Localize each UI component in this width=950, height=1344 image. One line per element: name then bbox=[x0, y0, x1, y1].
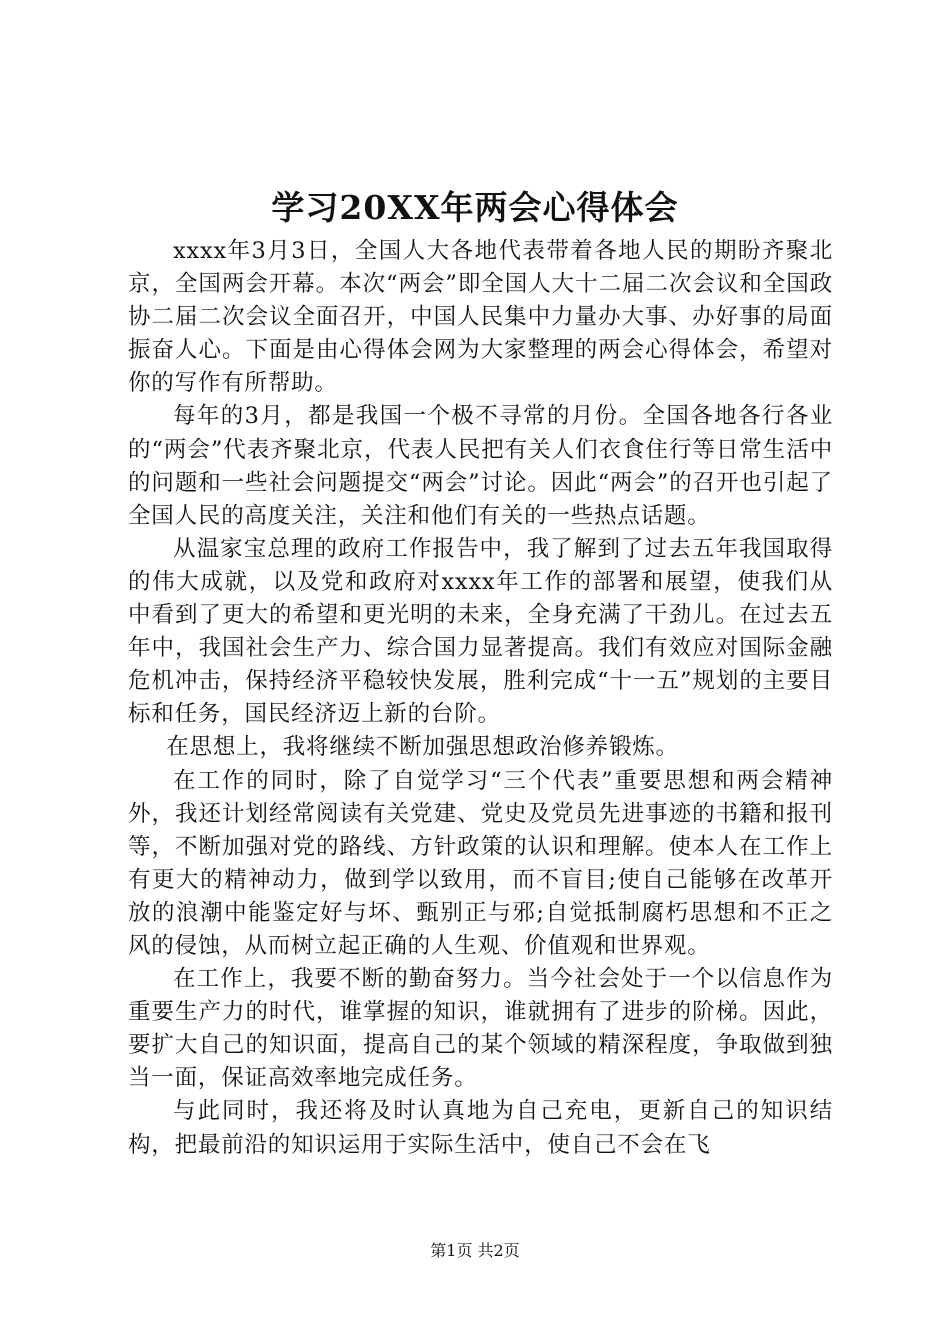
paragraph-7: 与此同时，我还将及时认真地为自己充电，更新自己的知识结构，把最前沿的知识运用于实际生活中，使自己不会在飞 bbox=[128, 1098, 833, 1158]
paragraph-2: 每年的3月，都是我国一个极不寻常的月份。全国各地各行各业的“两会”代表齐聚北京，代表人民把有关人们衣食住行等日常生活中的问题和一些社会问题提交“两会”讨论。因此“两会”的召开也引起了全国人民的高度关注，关注和他们有关的一些热点话题。 bbox=[128, 403, 833, 529]
paragraph-3: 从温家宝总理的政府工作报告中，我了解到了过去五年我国取得的伟大成就，以及党和政府对xxxx年工作的部署和展望，使我们从中看到了更大的希望和更光明的未来，全身充满了干劲儿。在过去五年中，我国社会生产力、综合国力显著提高。我们有效应对国际金融危机冲击，保持经济平稳较快发展，胜利完成“十一五”规划的主要目标和任务，国民经济迈上新的台阶。 bbox=[128, 535, 833, 728]
document-body bbox=[128, 235, 833, 1162]
page-footer: 第1页 共2页 bbox=[430, 1241, 520, 1260]
paragraph-1: xxxx年3月3日，全国人大各地代表带着各地人民的期盼齐聚北京，全国两会开幕。本次“两会”即全国人大十二届二次会议和全国政协二届二次会议全面召开，中国人民集中力量办大事、办好事的局面振奋人心。下面是由心得体会网为大家整理的两会心得体会，希望对你的写作有所帮助。 bbox=[128, 238, 833, 397]
paragraph-5: 在工作的同时，除了自觉学习“三个代表”重要思想和两会精神外，我还计划经常阅读有关党建、党史及党员先进事迹的书籍和报刊等，不断加强对党的路线、方针政策的认识和理解。使本人在工作上有更大的精神动力，做到学以致用，而不盲目;使自己能够在改革开放的浪潮中能鉴定好与坏、甄别正与邪;自觉抵制腐朽思想和不正之风的侵蚀，从而树立起正确的人生观、价值观和世界观。 bbox=[128, 767, 833, 959]
paragraph-6: 在工作上，我要不断的勤奋努力。当今社会处于一个以信息作为重要生产力的时代，谁掌握的知识，谁就拥有了进步的阶梯。因此，要扩大自己的知识面，提高自己的某个领域的精深程度，争取做到独当一面，保证高效率地完成任务。 bbox=[128, 966, 833, 1092]
paragraph-4: 在思想上，我将继续不断加强思想政治修养锻炼。 bbox=[166, 734, 679, 761]
document-title: 学习20XX年两会心得体会 bbox=[271, 188, 679, 227]
